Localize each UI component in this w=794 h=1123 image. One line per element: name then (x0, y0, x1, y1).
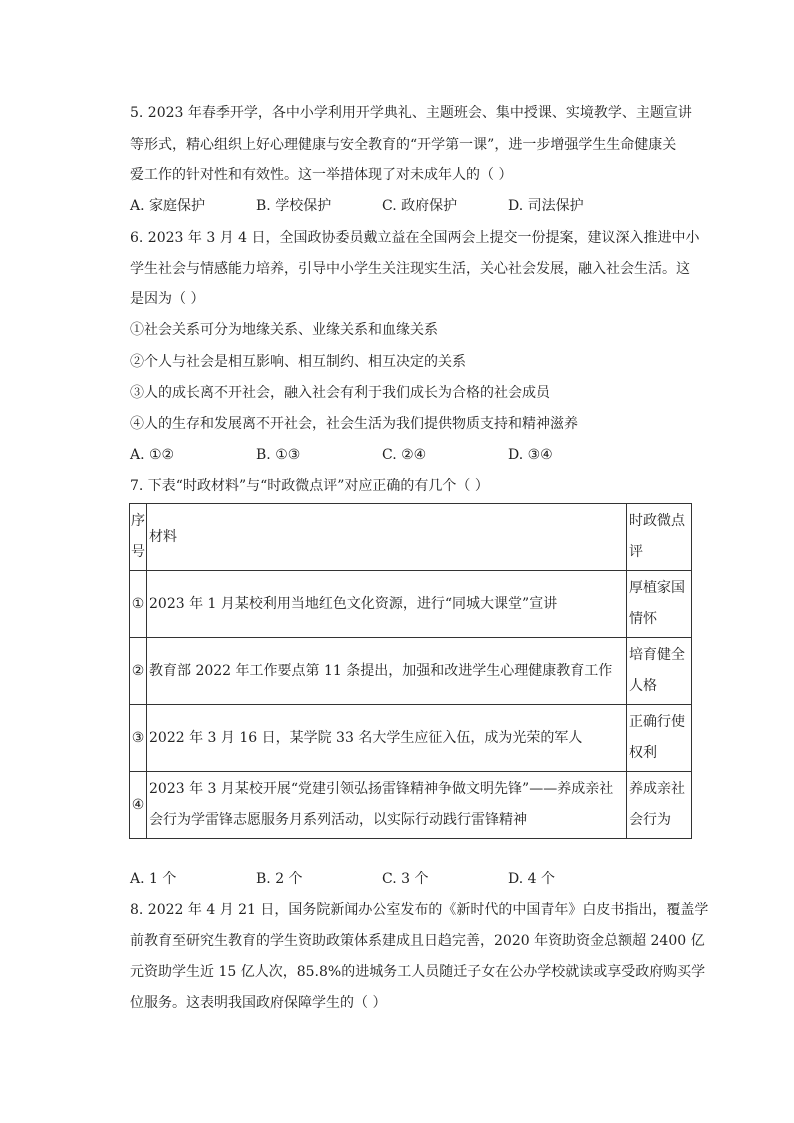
row-comment: 厚植家国情怀 (627, 571, 692, 638)
row-material: 2023 年 3 月某校开展“党建引领弘扬雷锋精神争做文明先锋”——养成亲社会行为学雷锋志愿服务月系列活动，以实际行动践行雷锋精神 (147, 772, 627, 839)
q6-statement-3: ③人的成长离不开社会，融入社会有利于我们成长为合格的社会成员 (130, 385, 550, 401)
q6-option-b: B. ①③ (256, 447, 301, 463)
q5-option-a: A. 家庭保护 (130, 198, 206, 214)
q6-option-d: D. ③④ (508, 447, 553, 463)
q8-line-4: 位服务。这表明我国政府保障学生的（ ） (130, 995, 387, 1011)
q6-statement-1: ①社会关系可分为地缘关系、业缘关系和血缘关系 (130, 322, 438, 338)
row-num: ④ (130, 772, 147, 839)
row-comment: 培育健全人格 (627, 638, 692, 705)
q7-option-a: A. 1 个 (130, 871, 177, 887)
q7-table (129, 503, 692, 839)
q5-line-2: 等形式，精心组织上好心理健康与安全教育的“开学第一课”，进一步增强学生生命健康关 (130, 137, 677, 153)
q7-stem: 7. 下表“时政材料”与“时政微点评”对应正确的有几个（ ） (130, 478, 489, 494)
header-material: 材料 (147, 504, 627, 571)
header-num: 序号 (130, 504, 147, 571)
table-row (130, 705, 692, 772)
row-material: 教育部 2022 年工作要点第 11 条提出，加强和改进学生心理健康教育工作 (147, 638, 627, 705)
table-row (130, 571, 692, 638)
q5-option-c: C. 政府保护 (382, 198, 458, 214)
table-row (130, 638, 692, 705)
table-row (130, 772, 692, 839)
row-comment: 养成亲社会行为 (627, 772, 692, 839)
q5-line-1: 5. 2023 年春季开学，各中小学利用开学典礼、主题班会、集中授课、实境教学、主题宣讲 (130, 105, 692, 121)
row-material: 2023 年 1 月某校利用当地红色文化资源，进行“同城大课堂”宣讲 (147, 571, 627, 638)
q6-option-c: C. ②④ (382, 447, 427, 463)
q5-option-b: B. 学校保护 (256, 198, 332, 214)
row-num: ① (130, 571, 147, 638)
row-num: ③ (130, 705, 147, 772)
table-header-row (130, 504, 692, 571)
q6-line-3: 是因为（ ） (130, 291, 205, 307)
q6-line-2: 学生社会与情感能力培养，引导中小学生关注现实生活，关心社会发展，融入社会生活。这 (130, 261, 690, 277)
q6-line-1: 6. 2023 年 3 月 4 日，全国政协委员戴立益在全国两会上提交一份提案，建议深入推进中小 (130, 230, 700, 246)
q6-statement-2: ②个人与社会是相互影响、相互制约、相互决定的关系 (130, 354, 466, 370)
q5-line-3: 爱工作的针对性和有效性。这一举措体现了对未成年人的（ ） (130, 167, 513, 183)
q6-option-a: A. ①② (130, 447, 175, 463)
row-comment: 正确行使权利 (627, 705, 692, 772)
q7-option-b: B. 2 个 (256, 871, 303, 887)
row-material: 2022 年 3 月 16 日，某学院 33 名大学生应征入伍，成为光荣的军人 (147, 705, 627, 772)
q7-option-c: C. 3 个 (382, 871, 429, 887)
q7-option-d: D. 4 个 (508, 871, 555, 887)
header-comment: 时政微点评 (627, 504, 692, 571)
q5-option-d: D. 司法保护 (508, 198, 584, 214)
q8-line-1: 8. 2022 年 4 月 21 日，国务院新闻办公室发布的《新时代的中国青年》白皮书指出，覆盖学 (130, 902, 709, 918)
row-num: ② (130, 638, 147, 705)
q8-line-2: 前教育至研究生教育的学生资助政策体系建成且日趋完善，2020 年资助资金总额超 2400 亿 (130, 933, 705, 949)
q8-line-3: 元资助学生近 15 亿人次，85.8%的进城务工人员随迁子女在公办学校就读或享受政府购买学 (130, 964, 706, 980)
q6-statement-4: ④人的生存和发展离不开社会，社会生活为我们提供物质支持和精神滋养 (130, 416, 578, 432)
